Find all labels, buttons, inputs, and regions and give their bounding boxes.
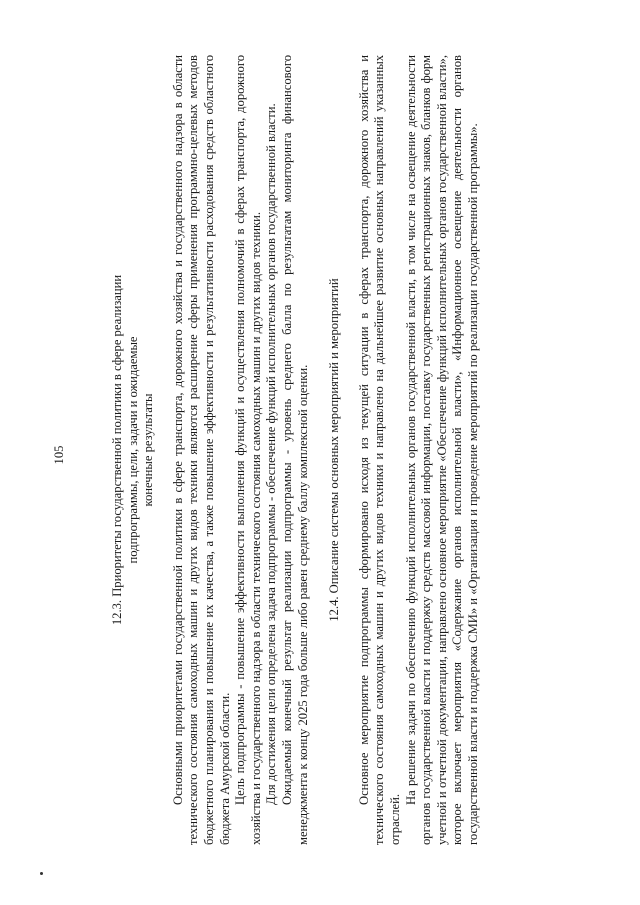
section-12-3-title	[110, 55, 157, 845]
paragraph-task: Для достижения цели определена задача подпрограммы - обеспечение функций исполнительных органов государственной власти.	[264, 103, 279, 805]
section-12-3-title-line2: подпрограммы, цели, задачи и ожидаемые	[125, 336, 140, 564]
section-12-4-title: 12.4. Описание системы основных мероприятий и мероприятий	[327, 278, 342, 622]
page-number: 105	[52, 445, 66, 465]
paragraph-task-solution: На решение задачи по обеспечению функций исполнительных органов государственной власти, в том числе на освещение деятельности органов государственной власти и поддержку средств массовой информации, поставку государственных регистрационных знаков, бланков форм учетной и отчетной документации, направлено основное мероприятие «Обеспечение функций исполнительных органов государственной власти», которое включает мероприятия «Содержание органов исполнительной власти», «Информационное освещение деятельности органов государственной власти и поддержка СМИ» и «Организация и проведение мероприятий по реализации государственной программы».	[403, 55, 480, 845]
paragraph-expected-result: Ожидаемый конечный результат реализации подпрограммы - уровень среднего балла по результатам мониторинга финансового менеджмента к концу 2025 года больше либо равен среднему баллу комплексной оценки.	[279, 55, 310, 845]
scan-speck	[40, 872, 43, 875]
paragraph-priorities: Основными приоритетами государственной политики в сфере транспорта, дорожного хозяйства и государственного надзора в области технического состояния самоходных машин и других видов техники являются расширение сферы применения программно-целевых методов бюджетного планирования и повышение их качества, а также повышение эффективности и результативности расходования средств областного бюджета Амурской области.	[170, 55, 232, 845]
section-12-3-title-line3: конечные результаты	[141, 393, 156, 507]
section-12-3-title-line1: 12.3. Приоритеты государственной политики в сфере реализации	[110, 274, 124, 626]
paragraph-goal: Цель подпрограммы - повышение эффективности выполнения функций и осуществления полномочий в сферах транспорта, дорожного хозяйства и государственного надзора в области технического состояния самоходных машин и других видов техники.	[233, 55, 263, 845]
page-content	[110, 55, 481, 845]
paragraph-main-activity: Основное мероприятие подпрограммы сформировано исходя из текущей ситуации в сферах транспорта, дорожного хозяйства и технического состояния самоходных машин и других видов техники и направлено на дальнейшее развитие основных направлений указанных отраслей.	[356, 55, 402, 845]
